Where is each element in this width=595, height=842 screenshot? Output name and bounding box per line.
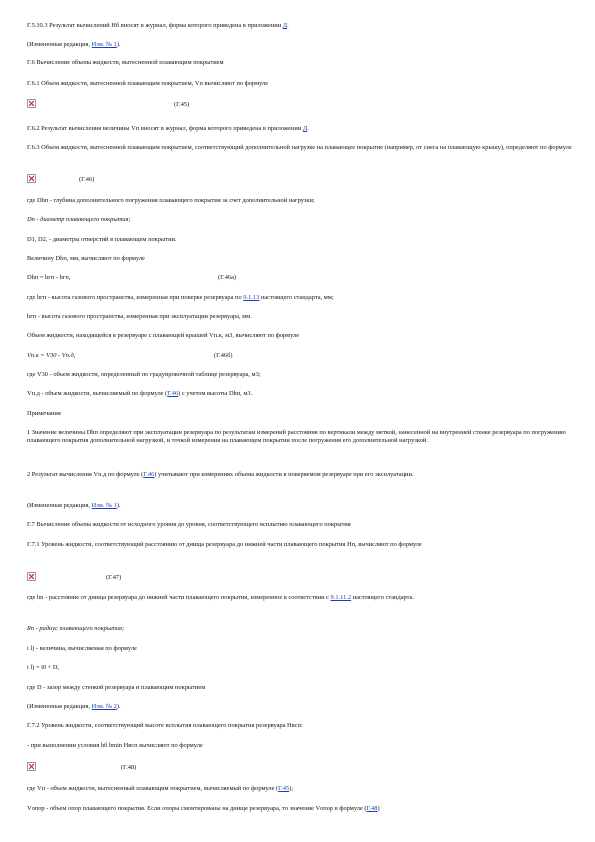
text: Г.5.10.3 Результат вычислений Нб вносят в журнал, форма которого приведена в приложении (27, 22, 283, 29)
broken-image-icon (27, 572, 36, 581)
text: Vп.д - объем жидкости, вычисляемый по формуле ( (27, 390, 168, 397)
formula-number: (Г.46б) (214, 352, 233, 359)
link-formula-g45[interactable]: Г.45 (278, 785, 290, 792)
text: ) (377, 805, 380, 812)
definition-d1-d2: D1, D2, - диаметры отверстий в плавающем покрытии. (27, 236, 177, 243)
formula-g46b (27, 352, 572, 360)
definition-vp (27, 785, 572, 793)
formula-il: i l) = i0 + D, (27, 664, 60, 671)
definition-v30: где V30 - объем жидкости, определенный по градуировочной таблице резервуара, м3; (27, 371, 261, 378)
paragraph-condition: - при выполнении условия hб hmin Hвсп вычисляют по формуле (27, 742, 203, 749)
formula-g47 (27, 572, 572, 581)
definition-il: i l) - величина, вычисляемая по формуле (27, 645, 137, 652)
definition-hgp-verification (27, 294, 572, 302)
heading-g6: Г.6 Вычисление объема жидкости, вытесненной плавающим покрытием (27, 59, 224, 66)
broken-image-icon (27, 762, 36, 771)
text: настоящего стандарта. (351, 594, 414, 601)
definition-dp: Dп - диаметр плавающего покрытия; (27, 216, 131, 223)
link-amendment-1[interactable]: Изм. № 1 (91, 41, 117, 48)
text: 2 Результат вычисления Vп.д по формуле ( (27, 471, 144, 478)
note-1: 1 Значение величины Dhп определяют при эксплуатации резервуара по результатам измерений расстояния по вертикали между меткой, нанесенной на внутренней стенке резервуара по погружению плавающего покрытия дополнительной нагрузкой, и точкой измерения на плавающем покрытии после погружения его дополнительной нагрузкой. (27, 429, 566, 445)
notes-heading: Примечания (27, 410, 61, 417)
definition-dhp: где Dhп - глубина дополнительного погружения плавающего покрытия за счет дополнительной нагрузки; (27, 197, 315, 204)
paragraph-g6-1: Г.6.1 Объем жидкости, вытесненной плавающим покрытием, Vп вычисляют по формуле (27, 80, 269, 87)
text: Vопор - объем опор плавающего покрытия. Если опоры смонтированы на днище резервуара, то значение Vопор в формуле ( (27, 805, 367, 812)
link-9-1-13[interactable]: 9.1.13 (243, 294, 260, 301)
text: ); (289, 785, 294, 792)
formula-g48 (27, 762, 572, 771)
paragraph-g5-10-3 (27, 22, 572, 30)
paragraph-floating-roof-volume: Объем жидкости, находящейся в резервуаре с плавающей крышей Vп.к, м3, вычисляют по формуле (27, 332, 300, 339)
definition-gap: где D - зазор между стенкой резервуара и плавающим покрытием (27, 684, 206, 691)
text: ). (116, 703, 121, 710)
formula-number: (Г.47) (106, 574, 122, 581)
text: (Измененная редакция, (27, 703, 92, 710)
formula-text: Dhп = hгп - hгп, (27, 274, 71, 281)
period: . (307, 125, 309, 132)
amendment-note-1b (27, 502, 572, 510)
definition-hp (27, 594, 572, 602)
link-formula-g48[interactable]: Г.48 (366, 805, 378, 812)
link-amendment-2[interactable]: Изм. № 2 (91, 703, 117, 710)
link-9-1-11-2[interactable]: 9.1.11.2 (330, 594, 352, 601)
link-amendment-1[interactable]: Изм. № 1 (91, 502, 117, 509)
definition-vpd (27, 390, 572, 398)
heading-g7: Г.7 Вычисление объема жидкости от исходного уровня до уровня, соответствующего всплытию плавающего покрытия (27, 521, 351, 528)
formula-number: (Г.48) (121, 764, 137, 771)
text: где hгп - высота газового пространства, измеренная при поверке резервуара по (27, 294, 244, 301)
link-appendix-d[interactable]: Д (302, 125, 308, 132)
definition-hgp-operation: hгп - высота газового пространства, измеренная при эксплуатации резервуара, мм. (27, 313, 252, 320)
note-2 (27, 471, 572, 479)
formula-number: (Г.46а) (218, 274, 237, 281)
paragraph-g6-2 (27, 125, 572, 133)
link-formula-g46[interactable]: Г.46 (167, 390, 179, 397)
text: Г.6.2 Результат вычисления величины Vп вносят в журнал, форма которого приведена в приложении (27, 125, 303, 132)
text: ). (116, 41, 121, 48)
text: (Измененная редакция, (27, 502, 92, 509)
text: где Vп - объем жидкости, вытесненный плавающим покрытием, вычисляемый по формуле ( (27, 785, 279, 792)
text: ) с учетом высоты Dhп, м3. (178, 390, 253, 397)
amendment-note-2 (27, 703, 572, 711)
formula-g45 (27, 99, 572, 108)
text: настоящего стандарта, мм; (259, 294, 334, 301)
broken-image-icon (27, 174, 36, 183)
formula-text: Vп.к = V30 - Vп.д, (27, 352, 76, 359)
formula-number: (Г.45) (174, 101, 190, 108)
link-formula-g46[interactable]: Г.46 (143, 471, 155, 478)
link-appendix-d[interactable]: Д (282, 22, 288, 29)
period: . (287, 22, 289, 29)
paragraph-g7-1: Г.7.1 Уровень жидкости, соответствующий расстоянию от днища резервуара до нижней части плавающего покрытия Нп, вычисляют по формуле (27, 541, 422, 548)
text: (Измененная редакция, (27, 41, 92, 48)
formula-number: (Г.46) (79, 176, 95, 183)
amendment-note-1 (27, 41, 572, 49)
paragraph-dhp-formula-intro: Величину Dhп, мм, вычисляют по формуле (27, 255, 145, 262)
text: ) учитывают при измерениях объема жидкости в поверяемом резервуаре при его эксплуатации. (154, 471, 414, 478)
formula-g46a (27, 274, 572, 282)
paragraph-g7-2: Г.7.2 Уровень жидкости, соответствующий высоте всплытия плавающего покрытия резервуара Hвсп: (27, 722, 303, 729)
paragraph-g6-3: Г.6.3 Объем жидкости, вытесненной плавающим покрытием, соответствующий дополнительной нагрузке на плавающее покрытие (например, от снега на плавающую крышу), определяют по формуле (27, 144, 572, 151)
formula-g46 (27, 174, 572, 183)
definition-vopor (27, 805, 572, 813)
definition-rp: Rп - радиус плавающего покрытия; (27, 625, 125, 632)
broken-image-icon (27, 99, 36, 108)
text: ). (116, 502, 121, 509)
text: где hп - расстояние от днища резервуара до нижней части плавающего покрытия, измеренное в соответствии с (27, 594, 331, 601)
